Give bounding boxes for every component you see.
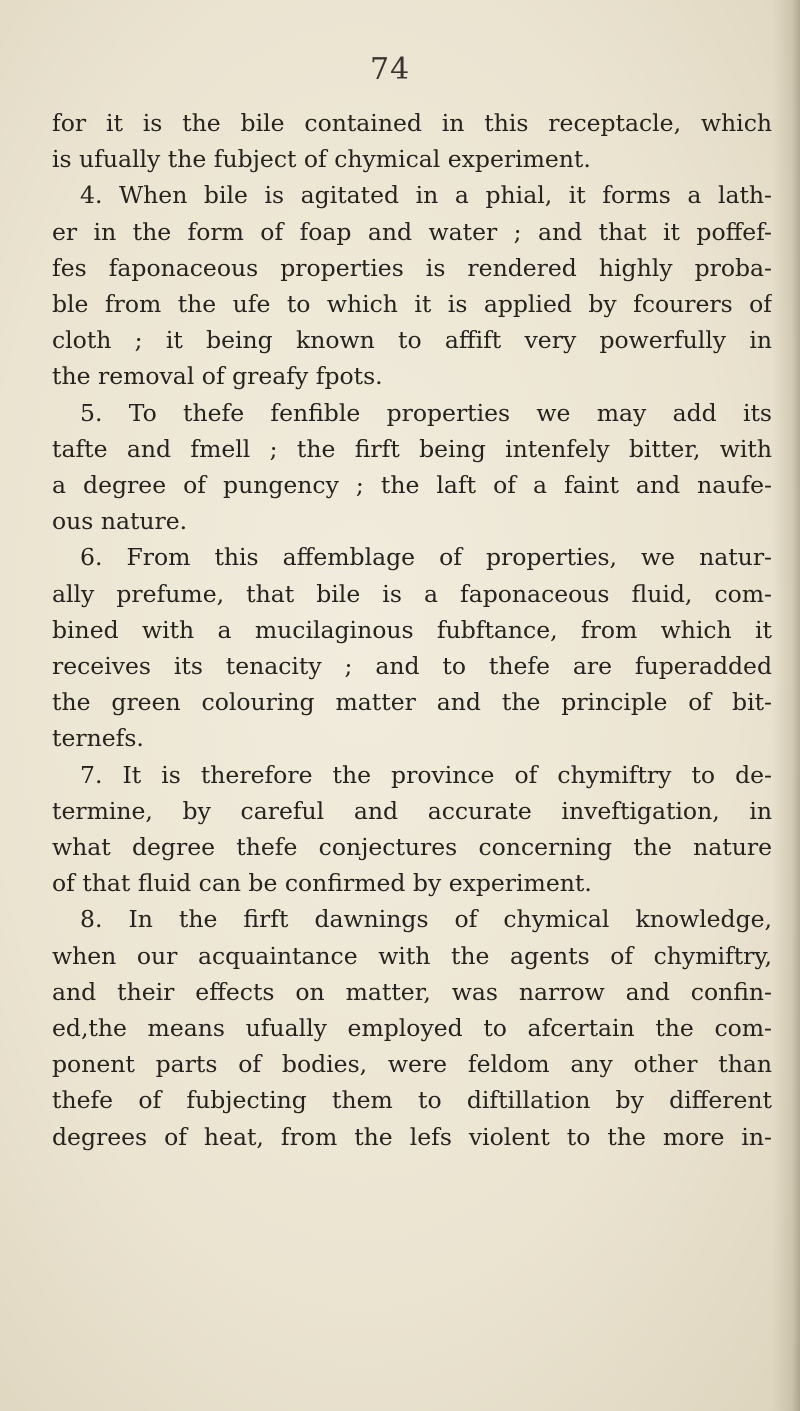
text-line: a degree of pungency ; the laft of a faint and naufe- (52, 471, 772, 500)
text-line: when our acquaintance with the agents of chymiftry, (52, 941, 772, 970)
text-line: thefe of fubjecting them to diftillation by different (52, 1086, 772, 1115)
text-line: ally prefume, that bile is a faponaceous fluid, com- (52, 579, 772, 608)
text-line: 7. It is therefore the province of chymiftry to de- (80, 760, 772, 789)
text-line: is ufually the fubject of chymical experiment. (52, 145, 591, 174)
page-number: 74 (370, 52, 411, 87)
text-line: 8. In the firft dawnings of chymical knowledge, (80, 905, 772, 934)
text-line: the removal of greafy fpots. (52, 362, 383, 391)
text-line: and their effects on matter, was narrow and confin- (52, 977, 772, 1006)
text-line: 5. To thefe fenfible properties we may add its (80, 398, 772, 427)
text-line: ponent parts of bodies, were feldom any other than (52, 1050, 772, 1079)
text-line: degrees of heat, from the lefs violent to the more in- (52, 1122, 772, 1151)
text-line: the green colouring matter and the principle of bit- (52, 688, 772, 717)
text-line: receives its tenacity ; and to thefe are fuperadded (52, 652, 772, 681)
body-text (52, 105, 772, 1155)
text-line: what degree thefe conjectures concerning the nature (52, 833, 772, 862)
text-line: ous nature. (52, 507, 188, 536)
text-line: fes faponaceous properties is rendered highly proba- (52, 253, 772, 282)
text-line: bined with a mucilaginous fubftance, from which it (52, 615, 772, 644)
text-line: 6. From this affemblage of properties, we natur- (80, 543, 772, 572)
text-line: ble from the ufe to which it is applied by fcourers of (52, 290, 772, 319)
text-line: termine, by careful and accurate inveftigation, in (52, 796, 772, 825)
page-edge-shadow (772, 0, 800, 1411)
text-line: of that fluid can be confirmed by experiment. (52, 869, 592, 898)
text-line: for it is the bile contained in this receptacle, which (52, 109, 772, 137)
text-line: tafte and fmell ; the firft being intenfely bitter, with (52, 434, 772, 463)
text-line: 4. When bile is agitated in a phial, it forms a lath- (80, 181, 772, 210)
text-line: ed,the means ufually employed to afcertain the com- (52, 1014, 772, 1043)
text-line: cloth ; it being known to affift very powerfully in (52, 326, 772, 355)
text-line: ternefs. (52, 724, 144, 753)
text-line: er in the form of foap and water ; and that it poffef- (52, 217, 772, 246)
